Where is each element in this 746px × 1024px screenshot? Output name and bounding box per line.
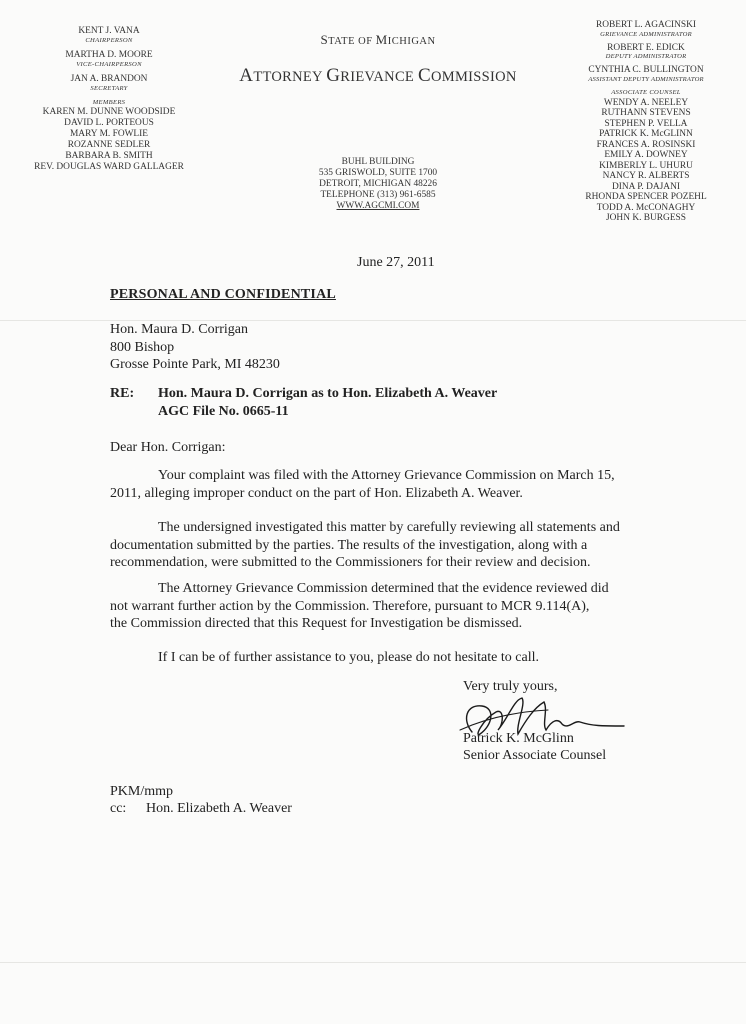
counsel-name: EMILY A. DOWNEY <box>604 150 688 160</box>
attorney-initial: A <box>239 65 254 86</box>
paragraph-line: Your complaint was filed with the Attorney Grievance Commission on March 15, <box>158 468 615 483</box>
counsel-name: KIMBERLY L. UHURU <box>599 160 693 171</box>
body-paragraph <box>110 519 630 572</box>
administrator-name: ROBERT L. AGACINSKI <box>595 20 697 30</box>
signature-stroke <box>460 710 548 730</box>
carbon-copy-line <box>110 801 292 817</box>
member-name: BARBARA B. SMITH <box>65 151 153 161</box>
administrator-title: GRIEVANCE ADMINISTRATOR <box>600 30 692 38</box>
typist-initials: PKM/mmp <box>110 784 174 799</box>
counsel-name: PATRICK K. McGLINN <box>599 129 693 139</box>
recipient-line: 800 Bishop <box>110 339 175 355</box>
confidential-heading: PERSONAL AND CONFIDENTIAL <box>110 287 336 302</box>
assistant-deputy-administrator <box>558 65 734 84</box>
member-name: ROZANNE SEDLER <box>67 140 151 150</box>
paragraph-line: The Attorney Grievance Commission determined that the evidence reviewed did <box>158 581 609 596</box>
address-city: DETROIT, MICHIGAN 48226 <box>319 179 437 189</box>
paragraph-line: recommendation, were submitted to the Commissioners for their review and decision. <box>110 555 591 570</box>
member-name: KAREN M. DUNNE WOODSIDE <box>42 107 176 117</box>
recipient-address <box>110 321 280 374</box>
grievance-administrator <box>558 20 734 39</box>
administrator-title: ASSISTANT DEPUTY ADMINISTRATOR <box>588 75 704 83</box>
officer-chairperson <box>25 26 193 45</box>
counsel-name: JOHN K. BURGESS <box>606 213 686 223</box>
signer-title: Senior Associate Counsel <box>463 748 607 763</box>
paragraph-line: The undersigned investigated this matter by carefully reviewing all statements and <box>158 520 620 535</box>
michigan-initial: M <box>375 32 388 47</box>
cc-recipient: Hon. Elizabeth A. Weaver <box>146 801 292 816</box>
complimentary-closing: Very truly yours, <box>463 679 558 694</box>
recipient-line: Grosse Pointe Park, MI 48230 <box>110 357 280 372</box>
cc-label: cc: <box>110 801 127 816</box>
subject-line: Hon. Maura D. Corrigan as to Hon. Elizabeth A. Weaver <box>158 386 498 401</box>
counsel-name: STEPHEN P. VELLA <box>604 118 688 129</box>
officer-name: MARTHA D. MOORE <box>65 50 153 60</box>
staff-column <box>558 20 734 224</box>
paragraph-line: If I can be of further assistance to you, please do not hesitate to call. <box>158 650 539 665</box>
office-address <box>283 157 473 212</box>
administrator-title: DEPUTY ADMINISTRATOR <box>605 53 687 60</box>
michigan-rest: ICHIGAN <box>387 36 436 47</box>
grievance-initial: G <box>326 65 341 86</box>
address-website: WWW.AGCMI.COM <box>336 201 420 211</box>
administrator-name: ROBERT E. EDICK <box>607 42 685 53</box>
officer-title: VICE-CHAIRPERSON <box>76 61 142 68</box>
address-street: 535 GRISWOLD, SUITE 1700 <box>318 168 438 178</box>
body-paragraph <box>110 580 630 633</box>
letter-date: June 27, 2011 <box>357 255 435 270</box>
fold-line <box>0 962 746 963</box>
grievance-rest: RIEVANCE <box>340 69 419 85</box>
officer-title: CHAIRPERSON <box>85 37 133 44</box>
counsel-name: FRANCES A. ROSINSKI <box>596 139 696 150</box>
signer-name: Patrick K. McGlinn <box>463 731 574 746</box>
recipient-line: Hon. Maura D. Corrigan <box>110 322 249 337</box>
commission-initial: C <box>418 65 431 86</box>
salutation: Dear Hon. Corrigan: <box>110 440 226 455</box>
officers-column <box>25 26 193 173</box>
members-label: MEMBERS <box>92 99 126 106</box>
paragraph-line: documentation submitted by the parties. The results of the investigation, along with a <box>110 537 588 553</box>
deputy-administrator <box>558 43 734 62</box>
counsel-name: NANCY R. ALBERTS <box>602 171 690 181</box>
commission-rest: OMMISSION <box>431 69 517 85</box>
paragraph-line: 2011, alleging improper conduct on the part of Hon. Elizabeth A. Weaver. <box>110 485 523 501</box>
counsel-name: DINA P. DAJANI <box>612 181 680 192</box>
subject-line: AGC File No. 0665-11 <box>158 403 289 419</box>
paragraph-line: the Commission directed that this Request for Investigation be dismissed. <box>110 616 523 631</box>
letterhead-title <box>203 32 553 87</box>
counsel-label: ASSOCIATE COUNSEL <box>611 88 681 96</box>
officer-secretary <box>25 74 193 93</box>
officer-vice-chairperson <box>25 50 193 69</box>
address-building: BUHL BUILDING <box>341 157 415 167</box>
officer-name: KENT J. VANA <box>78 26 140 36</box>
state-name <box>203 32 553 48</box>
counsel-name: TODD A. McCONAGHY <box>596 202 696 213</box>
member-name: MARY M. FOWLIE <box>69 129 149 139</box>
officer-title: SECRETARY <box>90 85 128 92</box>
attorney-rest: TTORNEY <box>253 69 327 85</box>
body-paragraph <box>110 467 630 502</box>
counsel-name: RUTHANN STEVENS <box>601 108 691 118</box>
signer-block <box>463 730 606 764</box>
counsel-name: RHONDA SPENCER POZEHL <box>585 192 707 202</box>
administrator-name: CYNTHIA C. BULLINGTON <box>588 65 704 75</box>
paragraph-line: not warrant further action by the Commission. Therefore, pursuant to MCR 9.114(A), <box>110 598 590 614</box>
subject-label: RE: <box>110 386 135 401</box>
officer-name: JAN A. BRANDON <box>70 74 148 84</box>
state-rest: TATE OF <box>328 36 376 47</box>
subject-lines <box>158 385 497 420</box>
address-telephone: TELEPHONE (313) 961-6585 <box>320 190 436 200</box>
member-name: DAVID L. PORTEOUS <box>64 118 154 128</box>
body-paragraph <box>110 649 630 667</box>
commission-name <box>203 65 553 87</box>
counsel-name: WENDY A. NEELEY <box>603 97 689 108</box>
state-initial: S <box>320 32 329 47</box>
member-name: REV. DOUGLAS WARD GALLAGER <box>34 162 184 172</box>
